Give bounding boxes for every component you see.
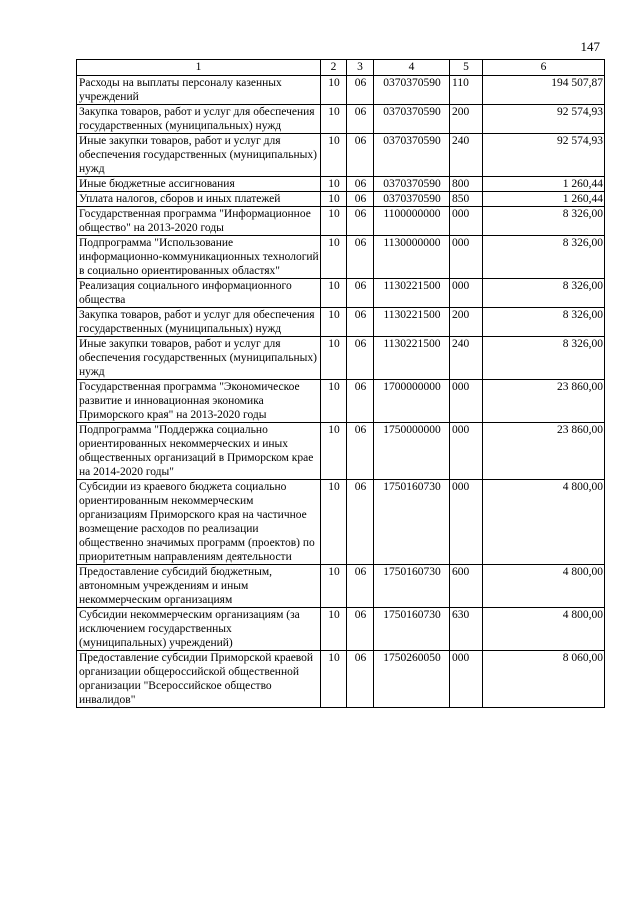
row-expense-type: 000 — [450, 279, 483, 308]
row-expense-type: 000 — [450, 651, 483, 708]
row-name: Расходы на выплаты персоналу казенных учреждений — [77, 76, 321, 105]
row-target-code: 0370370590 — [374, 134, 450, 177]
row-section: 10 — [321, 608, 347, 651]
row-section: 10 — [321, 105, 347, 134]
row-subsection: 06 — [347, 380, 374, 423]
row-subsection: 06 — [347, 177, 374, 192]
row-amount: 4 800,00 — [483, 565, 605, 608]
row-subsection: 06 — [347, 236, 374, 279]
row-target-code: 1750160730 — [374, 480, 450, 565]
row-subsection: 06 — [347, 308, 374, 337]
row-section: 10 — [321, 207, 347, 236]
budget-table — [76, 59, 605, 708]
row-subsection: 06 — [347, 105, 374, 134]
row-expense-type: 000 — [450, 380, 483, 423]
row-name: Закупка товаров, работ и услуг для обеспечения государственных (муниципальных) нужд — [77, 105, 321, 134]
row-expense-type: 200 — [450, 105, 483, 134]
row-expense-type: 630 — [450, 608, 483, 651]
header-col-6: 6 — [483, 60, 605, 76]
row-name: Иные закупки товаров, работ и услуг для обеспечения государственных (муниципальных) нужд — [77, 134, 321, 177]
row-target-code: 1130221500 — [374, 337, 450, 380]
row-amount: 8 326,00 — [483, 337, 605, 380]
row-section: 10 — [321, 423, 347, 480]
row-expense-type: 000 — [450, 236, 483, 279]
table-row — [77, 308, 605, 337]
row-amount: 4 800,00 — [483, 480, 605, 565]
header-col-5: 5 — [450, 60, 483, 76]
row-section: 10 — [321, 279, 347, 308]
table-row — [77, 207, 605, 236]
table-row — [77, 565, 605, 608]
table-row — [77, 192, 605, 207]
page-number: 147 — [580, 39, 600, 54]
row-target-code: 1100000000 — [374, 207, 450, 236]
row-subsection: 06 — [347, 423, 374, 480]
row-subsection: 06 — [347, 565, 374, 608]
row-expense-type: 850 — [450, 192, 483, 207]
row-target-code: 1130221500 — [374, 279, 450, 308]
row-name: Государственная программа "Информационное общество" на 2013-2020 годы — [77, 207, 321, 236]
table-header-row — [77, 60, 605, 76]
table-row — [77, 608, 605, 651]
row-section: 10 — [321, 480, 347, 565]
row-name: Предоставление субсидий бюджетным, автономным учреждениям и иным некоммерческим организациям — [77, 565, 321, 608]
row-target-code: 0370370590 — [374, 192, 450, 207]
table-row — [77, 651, 605, 708]
row-amount: 92 574,93 — [483, 134, 605, 177]
row-target-code: 0370370590 — [374, 105, 450, 134]
row-name: Иные закупки товаров, работ и услуг для обеспечения государственных (муниципальных) нужд — [77, 337, 321, 380]
header-col-2: 2 — [321, 60, 347, 76]
row-name: Предоставление субсидии Приморской краевой организации общероссийской общественной организации "Всероссийское общество инвалидов" — [77, 651, 321, 708]
table-body — [77, 76, 605, 708]
header-col-4: 4 — [374, 60, 450, 76]
row-section: 10 — [321, 134, 347, 177]
row-target-code: 1750160730 — [374, 565, 450, 608]
table-row — [77, 177, 605, 192]
row-subsection: 06 — [347, 76, 374, 105]
row-expense-type: 110 — [450, 76, 483, 105]
row-section: 10 — [321, 192, 347, 207]
row-section: 10 — [321, 337, 347, 380]
row-target-code: 0370370590 — [374, 76, 450, 105]
row-name: Иные бюджетные ассигнования — [77, 177, 321, 192]
row-expense-type: 600 — [450, 565, 483, 608]
row-expense-type: 000 — [450, 480, 483, 565]
row-name: Закупка товаров, работ и услуг для обеспечения государственных (муниципальных) нужд — [77, 308, 321, 337]
row-expense-type: 240 — [450, 337, 483, 380]
row-target-code: 0370370590 — [374, 177, 450, 192]
row-expense-type: 240 — [450, 134, 483, 177]
row-subsection: 06 — [347, 337, 374, 380]
table-row — [77, 380, 605, 423]
table-row — [77, 134, 605, 177]
row-target-code: 1130000000 — [374, 236, 450, 279]
row-name: Подпрограмма "Использование информационно-коммуникационных технологий в социально ориентированных областях" — [77, 236, 321, 279]
row-subsection: 06 — [347, 279, 374, 308]
row-amount: 8 326,00 — [483, 236, 605, 279]
row-subsection: 06 — [347, 207, 374, 236]
row-target-code: 1130221500 — [374, 308, 450, 337]
row-name: Подпрограмма "Поддержка социально ориентированных некоммерческих и иных общественных организаций в Приморском крае на 2014-2020 годы" — [77, 423, 321, 480]
row-section: 10 — [321, 380, 347, 423]
table-row — [77, 105, 605, 134]
row-expense-type: 000 — [450, 423, 483, 480]
row-name: Уплата налогов, сборов и иных платежей — [77, 192, 321, 207]
row-section: 10 — [321, 76, 347, 105]
table-row — [77, 423, 605, 480]
row-subsection: 06 — [347, 651, 374, 708]
row-section: 10 — [321, 651, 347, 708]
row-section: 10 — [321, 308, 347, 337]
row-subsection: 06 — [347, 480, 374, 565]
row-target-code: 1750000000 — [374, 423, 450, 480]
row-section: 10 — [321, 177, 347, 192]
row-section: 10 — [321, 565, 347, 608]
row-amount: 1 260,44 — [483, 192, 605, 207]
row-amount: 8 326,00 — [483, 279, 605, 308]
row-expense-type: 000 — [450, 207, 483, 236]
table-row — [77, 279, 605, 308]
row-amount: 1 260,44 — [483, 177, 605, 192]
header-col-3: 3 — [347, 60, 374, 76]
row-amount: 92 574,93 — [483, 105, 605, 134]
row-target-code: 1750160730 — [374, 608, 450, 651]
row-subsection: 06 — [347, 134, 374, 177]
row-name: Реализация социального информационного общества — [77, 279, 321, 308]
row-amount: 194 507,87 — [483, 76, 605, 105]
row-name: Субсидии некоммерческим организациям (за исключением государственных (муниципальных) учреждений) — [77, 608, 321, 651]
row-subsection: 06 — [347, 192, 374, 207]
row-section: 10 — [321, 236, 347, 279]
table-row — [77, 480, 605, 565]
row-amount: 8 326,00 — [483, 207, 605, 236]
header-col-1: 1 — [77, 60, 321, 76]
table-row — [77, 337, 605, 380]
row-expense-type: 200 — [450, 308, 483, 337]
row-expense-type: 800 — [450, 177, 483, 192]
table-row — [77, 76, 605, 105]
row-name: Государственная программа "Экономическое развитие и инновационная экономика Приморского края" на 2013-2020 годы — [77, 380, 321, 423]
row-subsection: 06 — [347, 608, 374, 651]
row-amount: 23 860,00 — [483, 380, 605, 423]
row-amount: 8 326,00 — [483, 308, 605, 337]
row-amount: 4 800,00 — [483, 608, 605, 651]
row-amount: 23 860,00 — [483, 423, 605, 480]
row-target-code: 1750260050 — [374, 651, 450, 708]
row-target-code: 1700000000 — [374, 380, 450, 423]
row-amount: 8 060,00 — [483, 651, 605, 708]
table-row — [77, 236, 605, 279]
row-name: Субсидии из краевого бюджета социально ориентированным некоммерческим организациям Приморского края на частичное возмещение расходов по реализации общественно значимых программ (проектов) по приоритетным направлениям деятельности — [77, 480, 321, 565]
